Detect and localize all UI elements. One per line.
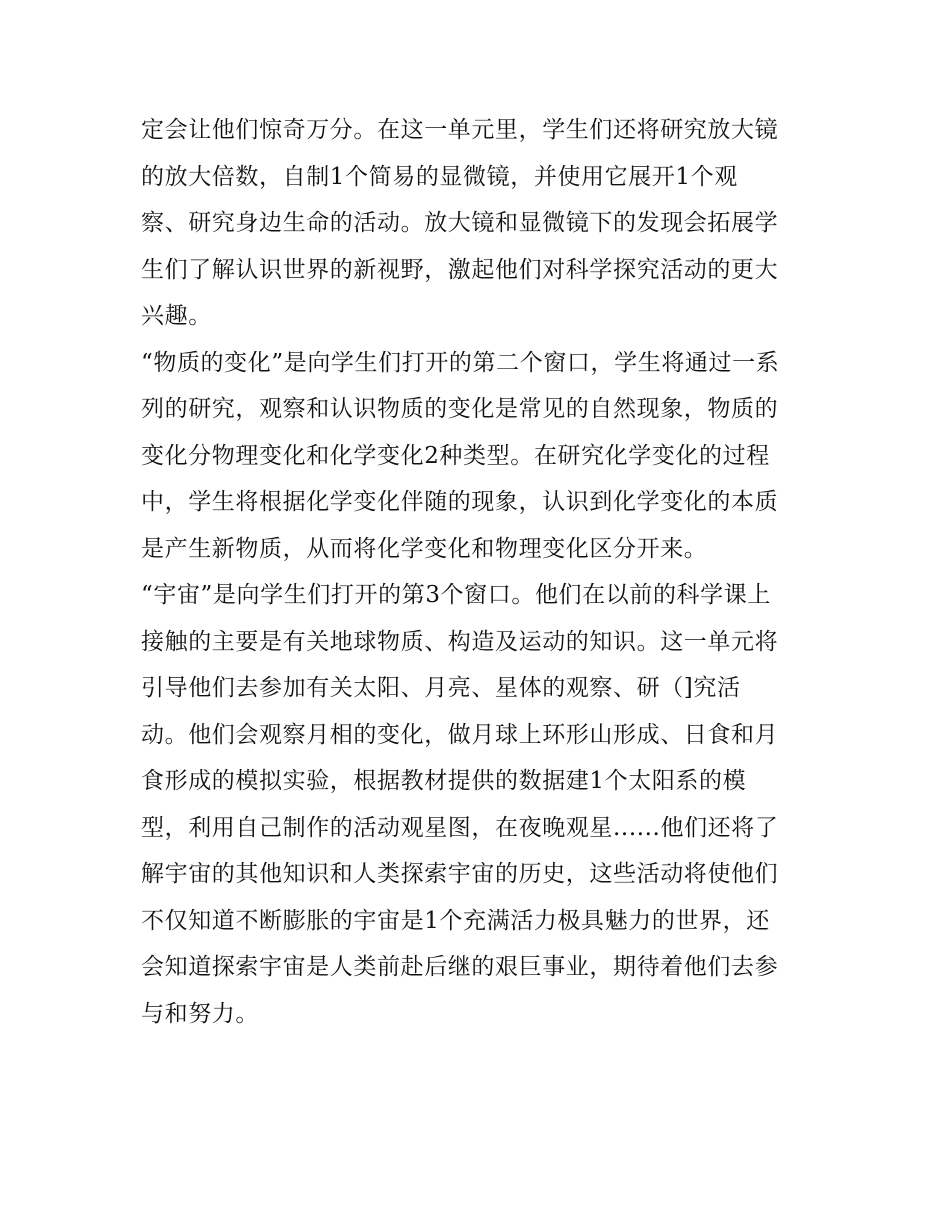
- text-line: 中，学生将根据化学变化伴随的现象，认识到化学变化的本质: [141, 489, 779, 515]
- text-line: 接触的主要是有关地球物质、构造及运动的知识。这一单元将: [141, 628, 779, 655]
- text-line: 兴趣。: [141, 303, 212, 329]
- text-line: 察、研究身边生命的活动。放大镜和显微镜下的发现会拓展学: [141, 210, 779, 236]
- text-line: 不仅知道不断膨胀的宇宙是1个充满活力极具魅力的世界，还: [141, 907, 770, 934]
- text-line: 是产生新物质，从而将化学变化和物理变化区分开来。: [141, 535, 708, 562]
- text-line: 变化分物理变化和化学变化2种类型。在研究化学变化的过程: [141, 442, 770, 469]
- text-line: 引导他们去参加有关太阳、月亮、星体的观察、研（]究活: [141, 675, 741, 701]
- text-line: 定会让他们惊奇万分。在这一单元里，学生们还将研究放大镜: [141, 117, 779, 143]
- text-line: 的放大倍数，自制1个简易的显微镜，并使用它展开1个观: [141, 163, 738, 190]
- text-line: 食形成的模拟实验，根据教材提供的数据建1个太阳系的模: [141, 768, 747, 794]
- text-line: 会知道探索宇宙是人类前赴后继的艰巨事业，期待着他们去参: [141, 954, 779, 980]
- text-line: “宇宙”是向学生们打开的第3个窗口。他们在以前的科学课上: [141, 582, 771, 608]
- text-line: 解宇宙的其他知识和人类探索宇宙的历史，这些活动将使他们: [141, 861, 779, 887]
- body-text: [141, 107, 821, 1037]
- text-line: “物质的变化”是向学生们打开的第二个窗口，学生将通过一系: [141, 349, 780, 376]
- text-line: 列的研究，观察和认识物质的变化是常见的自然现象，物质的: [141, 396, 779, 422]
- text-line: 型，利用自己制作的活动观星图，在夜晚观星......他们还将了: [141, 814, 779, 841]
- text-line: 与和努力。: [141, 1000, 259, 1027]
- text-line: 动。他们会观察月相的变化，做月球上环形山形成、日食和月: [141, 721, 779, 748]
- text-line: 生们了解认识世界的新视野，激起他们对科学探究活动的更大: [141, 256, 779, 283]
